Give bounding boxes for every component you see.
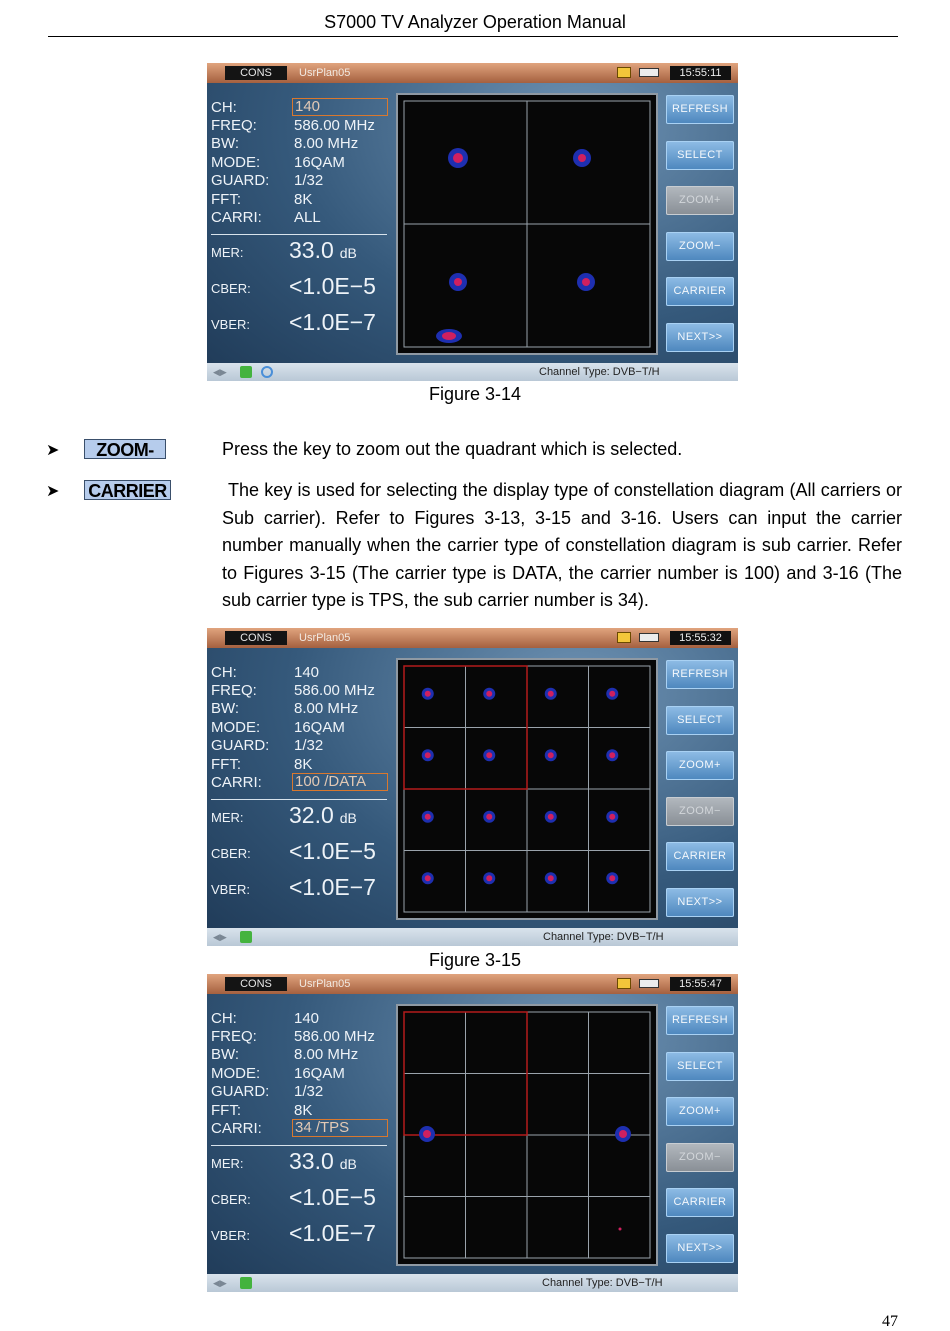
cber-label: CBER: <box>211 1192 251 1207</box>
bullet-arrow-icon: ➤ <box>46 483 60 500</box>
zoom-icon <box>261 366 273 378</box>
bw-label: BW: <box>211 700 240 717</box>
plan-name: UsrPlan05 <box>299 978 351 990</box>
carri-label: CARRI: <box>211 1120 262 1137</box>
symbol-cluster <box>606 688 618 700</box>
zoom-minus-button[interactable]: ZOOM− <box>666 797 734 826</box>
vber-label: VBER: <box>211 317 251 332</box>
analyzer-screen-1 <box>207 63 738 381</box>
cber-value: <1.0E−5 <box>289 838 376 864</box>
vber-value: <1.0E−7 <box>289 1220 376 1246</box>
analyzer-screen-2 <box>207 628 738 946</box>
freq-label: FREQ: <box>211 1028 257 1045</box>
clock: 15:55:32 <box>670 631 731 645</box>
ch-value: 140 <box>294 1010 320 1027</box>
carri-field[interactable]: 100 /DATA <box>292 773 388 791</box>
symbol-cluster <box>615 1126 631 1142</box>
header-rule <box>48 36 898 37</box>
select-button[interactable]: SELECT <box>666 141 734 170</box>
vber-value: <1.0E−7 <box>289 309 376 335</box>
freq-value: 586.00 MHz <box>294 682 375 699</box>
title-bar <box>207 974 738 994</box>
fft-label: FFT: <box>211 756 241 773</box>
clock: 15:55:11 <box>670 66 731 80</box>
bw-value: 8.00 MHz <box>294 1046 359 1063</box>
channel-type: Channel Type: DVB−T/H <box>543 931 664 943</box>
title-bar <box>207 628 738 648</box>
bw-value: 8.00 MHz <box>294 700 359 717</box>
vber-value: <1.0E−7 <box>289 874 376 900</box>
freq-value: 586.00 MHz <box>294 117 375 134</box>
mode-value: 16QAM <box>294 1065 345 1082</box>
cons-tab[interactable]: CONS <box>225 977 287 991</box>
mer-readout <box>211 1148 401 1178</box>
zoom-minus-button[interactable]: ZOOM− <box>666 232 734 261</box>
constellation-plot[interactable] <box>396 658 658 920</box>
freq-label: FREQ: <box>211 117 257 134</box>
cber-label: CBER: <box>211 281 251 296</box>
constellation-svg <box>398 660 656 918</box>
fft-value: 8K <box>294 1102 313 1119</box>
arrow-icon: ◀▶ <box>213 1278 227 1288</box>
constellation-svg <box>398 95 656 353</box>
symbol-cluster <box>606 872 618 884</box>
carri-label: CARRI: <box>211 209 262 226</box>
zoom-plus-button[interactable]: ZOOM+ <box>666 1097 734 1126</box>
divider <box>211 234 387 235</box>
status-bar <box>207 1274 738 1292</box>
symbol-cluster <box>545 872 557 884</box>
ch-value: 140 <box>294 664 320 681</box>
mer-readout <box>211 802 401 832</box>
symbol-cluster <box>419 1126 435 1142</box>
bullet-arrow-icon: ➤ <box>46 442 60 459</box>
zoom-plus-button[interactable]: ZOOM+ <box>666 186 734 215</box>
status-icons <box>617 67 663 79</box>
cons-tab[interactable]: CONS <box>225 631 287 645</box>
status-bar <box>207 928 738 946</box>
guard-value: 1/32 <box>294 1083 324 1100</box>
symbol-cluster <box>422 872 434 884</box>
carri-value: ALL <box>294 209 321 226</box>
usb-icon <box>617 67 631 78</box>
symbol-cluster <box>436 329 462 343</box>
cons-tab[interactable]: CONS <box>225 66 287 80</box>
arrow-icon: ◀▶ <box>213 367 227 377</box>
divider <box>211 799 387 800</box>
usb-icon <box>617 632 631 643</box>
vber-readout <box>211 309 401 339</box>
mode-label: MODE: <box>211 154 261 171</box>
vber-label: VBER: <box>211 882 251 897</box>
constellation-plot[interactable] <box>396 1004 658 1266</box>
guard-label: GUARD: <box>211 172 270 189</box>
mer-unit: dB <box>339 810 357 826</box>
battery-icon <box>639 979 659 988</box>
fft-value: 8K <box>294 191 313 208</box>
mer-label: MER: <box>211 245 244 260</box>
cber-value: <1.0E−5 <box>289 273 376 299</box>
carri-label: CARRI: <box>211 774 262 791</box>
arrow-icon: ◀▶ <box>213 932 227 942</box>
zoom-minus-description: Press the key to zoom out the quadrant which is selected. <box>222 439 683 459</box>
symbol-cluster <box>545 688 557 700</box>
select-button[interactable]: SELECT <box>666 1052 734 1081</box>
fft-label: FFT: <box>211 191 241 208</box>
cber-readout <box>211 838 401 868</box>
ch-label: CH: <box>211 99 237 116</box>
symbol-cluster <box>483 872 495 884</box>
mer-value: 33.0 <box>289 237 334 263</box>
lock-icon <box>240 366 252 378</box>
constellation-plot[interactable] <box>396 93 658 355</box>
cber-label: CBER: <box>211 846 251 861</box>
symbol-cluster <box>545 811 557 823</box>
battery-icon <box>639 633 659 642</box>
vber-label: VBER: <box>211 1228 251 1243</box>
usb-icon <box>617 978 631 989</box>
symbol-cluster <box>483 688 495 700</box>
cber-readout <box>211 1184 401 1214</box>
carrier-button[interactable]: CARRIER <box>666 277 734 306</box>
plan-name: UsrPlan05 <box>299 632 351 644</box>
zoom-plus-button[interactable]: ZOOM+ <box>666 751 734 780</box>
vber-readout <box>211 874 401 904</box>
ch-field[interactable]: 140 <box>292 98 388 116</box>
channel-type: Channel Type: DVB−T/H <box>539 366 660 378</box>
fft-value: 8K <box>294 756 313 773</box>
refresh-button[interactable]: REFRESH <box>666 1006 734 1035</box>
mode-value: 16QAM <box>294 154 345 171</box>
analyzer-screen-3 <box>207 974 738 1292</box>
figure-caption: Figure 3-15 <box>428 950 522 970</box>
mode-value: 16QAM <box>294 719 345 736</box>
bw-value: 8.00 MHz <box>294 135 359 152</box>
symbol-cluster <box>483 749 495 761</box>
plan-name: UsrPlan05 <box>299 67 351 79</box>
channel-type: Channel Type: DVB−T/H <box>542 1277 663 1289</box>
figure-caption: Figure 3-14 <box>428 384 522 404</box>
carrier-description: The key is used for selecting the display type of constellation diagram (All carriers or Sub carrier). Refer to Figures 3-13, 3-15 and 3-16. Users can input the carrier number manually when the carrier type of constellation diagram is sub carrier. Refer to Figures 3-15 (The carrier type is DATA, the carrier number is 100) and 3-16 (The sub carrier type is TPS, the sub carrier number is 34). <box>222 480 902 610</box>
freq-value: 586.00 MHz <box>294 1028 375 1045</box>
clock: 15:55:47 <box>670 977 731 991</box>
freq-label: FREQ: <box>211 682 257 699</box>
stray-symbol <box>619 1228 622 1231</box>
symbol-cluster <box>449 273 467 291</box>
page-header: S7000 TV Analyzer Operation Manual <box>324 12 626 32</box>
bw-label: BW: <box>211 1046 240 1063</box>
symbol-cluster <box>448 148 468 168</box>
mer-value: 32.0 <box>289 802 334 828</box>
symbol-cluster <box>422 688 434 700</box>
guard-value: 1/32 <box>294 737 324 754</box>
carrier-key-label: CARRIER <box>84 480 171 500</box>
mer-label: MER: <box>211 810 244 825</box>
cber-readout <box>211 273 401 303</box>
next-button[interactable]: NEXT>> <box>666 1234 734 1263</box>
mer-value: 33.0 <box>289 1148 334 1174</box>
symbol-cluster <box>422 811 434 823</box>
zoom-minus-button[interactable]: ZOOM− <box>666 1143 734 1172</box>
page-number: 47 <box>882 1313 898 1330</box>
bw-label: BW: <box>211 135 240 152</box>
fft-label: FFT: <box>211 1102 241 1119</box>
constellation-svg <box>398 1006 656 1264</box>
ch-label: CH: <box>211 1010 237 1027</box>
lock-icon <box>240 931 252 943</box>
mer-label: MER: <box>211 1156 244 1171</box>
next-button[interactable]: NEXT>> <box>666 888 734 917</box>
mer-unit: dB <box>339 245 357 261</box>
symbol-cluster <box>545 749 557 761</box>
symbol-cluster <box>573 149 591 167</box>
symbol-cluster <box>606 811 618 823</box>
zoom-minus-key-label: ZOOM- <box>84 439 166 459</box>
ch-label: CH: <box>211 664 237 681</box>
mer-unit: dB <box>339 1156 357 1172</box>
symbol-cluster <box>606 749 618 761</box>
refresh-button[interactable]: REFRESH <box>666 660 734 689</box>
guard-label: GUARD: <box>211 737 270 754</box>
vber-readout <box>211 1220 401 1250</box>
symbol-cluster <box>483 811 495 823</box>
mode-label: MODE: <box>211 1065 261 1082</box>
symbol-cluster <box>577 273 595 291</box>
mode-label: MODE: <box>211 719 261 736</box>
select-button[interactable]: SELECT <box>666 706 734 735</box>
status-icons <box>617 978 663 990</box>
guard-label: GUARD: <box>211 1083 270 1100</box>
symbol-cluster <box>422 749 434 761</box>
status-icons <box>617 632 663 644</box>
guard-value: 1/32 <box>294 172 324 189</box>
title-bar <box>207 63 738 83</box>
refresh-button[interactable]: REFRESH <box>666 95 734 124</box>
carri-field[interactable]: 34 /TPS <box>292 1119 388 1137</box>
mer-readout <box>211 237 401 267</box>
next-button[interactable]: NEXT>> <box>666 323 734 352</box>
carrier-button[interactable]: CARRIER <box>666 1188 734 1217</box>
status-bar <box>207 363 738 381</box>
divider <box>211 1145 387 1146</box>
carrier-button[interactable]: CARRIER <box>666 842 734 871</box>
battery-icon <box>639 68 659 77</box>
cber-value: <1.0E−5 <box>289 1184 376 1210</box>
lock-icon <box>240 1277 252 1289</box>
